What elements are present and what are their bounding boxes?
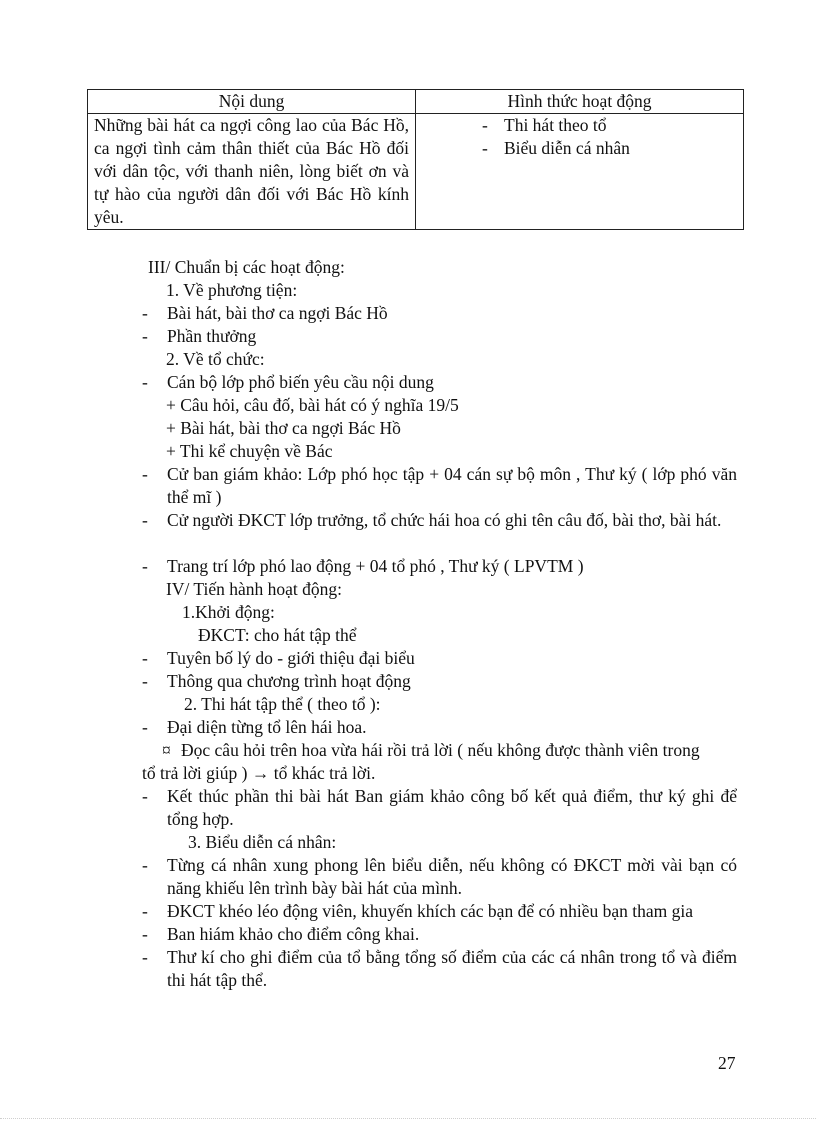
- subsection-heading: 1. Về phương tiện:: [166, 280, 298, 300]
- bullet-dash: -: [142, 464, 148, 484]
- bullet-dash: -: [142, 947, 148, 967]
- activity-table: [87, 89, 744, 230]
- subsection-heading: 3. Biểu diễn cá nhân:: [188, 832, 337, 852]
- form-item-label: Biểu diễn cá nhân: [504, 138, 630, 158]
- subsection-heading: 2. Về tổ chức:: [166, 349, 265, 369]
- table-row: [88, 114, 744, 230]
- bullet-dash: -: [482, 138, 488, 158]
- currency-sign-icon: ¤: [162, 740, 171, 760]
- plus-item: + Câu hỏi, câu đố, bài hát có ý nghĩa 19/5: [166, 395, 459, 415]
- bullet-text: Từng cá nhân xung phong lên biểu diễn, nếu không có ĐKCT mời vài bạn có năng khiếu lên trình bày bài hát của mình.: [167, 855, 737, 898]
- table-cell-content: Những bài hát ca ngợi công lao của Bác Hồ, ca ngợi tình cảm thân thiết của Bác Hồ đối với dân tộc, với thanh niên, lòng biết ơn và tự hào của người dân đối với Bác Hồ kính yêu.: [88, 114, 416, 230]
- section-heading: IV/ Tiến hành hoạt động:: [166, 579, 342, 599]
- subsection-heading: 2. Thi hát tập thể ( theo tổ ):: [184, 694, 381, 714]
- forms-list: [422, 114, 737, 160]
- table-header-content: Nội dung: [88, 90, 416, 114]
- bullet-dash: -: [482, 115, 488, 135]
- subsection-heading: 1.Khởi động:: [182, 602, 275, 622]
- bullet-dash: -: [142, 671, 148, 691]
- bullet-dash: -: [142, 901, 148, 921]
- bullet-dash: -: [142, 326, 148, 346]
- bullet-text: Cử người ĐKCT lớp trưởng, tổ chức hái hoa có ghi tên câu đố, bài thơ, bài hát.: [167, 510, 722, 530]
- bullet-text: Phần thưởng: [167, 326, 257, 346]
- bullet-text: Đại diện từng tổ lên hái hoa.: [167, 717, 367, 737]
- bullet-text: Thư kí cho ghi điểm của tổ bằng tổng số điểm của các cá nhân trong tổ và điểm thi hát tập thể.: [167, 947, 737, 990]
- bullet-text: Thông qua chương trình hoạt động: [167, 671, 411, 691]
- page-number: 27: [718, 1053, 736, 1073]
- bullet-dash: -: [142, 510, 148, 530]
- table-cell-forms: [416, 114, 744, 230]
- bullet-text: Bài hát, bài thơ ca ngợi Bác Hồ: [167, 303, 388, 323]
- bullet-text: Tuyên bố lý do - giới thiệu đại biểu: [167, 648, 415, 668]
- paragraph-line: tổ trả lời giúp ) → tổ khác trả lời.: [142, 763, 376, 783]
- plus-item: + Bài hát, bài thơ ca ngợi Bác Hồ: [166, 418, 401, 438]
- bullet-dash: -: [142, 855, 148, 875]
- bullet-text: Trang trí lớp phó lao động + 04 tổ phó , Thư ký ( LPVTM ): [167, 556, 584, 576]
- bullet-dash: -: [142, 648, 148, 668]
- bullet-text: Ban hiám khảo cho điểm công khai.: [167, 924, 420, 944]
- bullet-text: Cán bộ lớp phổ biến yêu cầu nội dung: [167, 372, 434, 392]
- section-heading: III/ Chuẩn bị các hoạt động:: [148, 257, 345, 277]
- form-item-label: Thi hát theo tổ: [504, 115, 607, 135]
- bullet-dash: -: [142, 372, 148, 392]
- bullet-text: ĐKCT khéo léo động viên, khuyến khích các bạn để có nhiều bạn tham gia: [167, 901, 693, 921]
- bullet-dash: -: [142, 717, 148, 737]
- list-item: [482, 137, 737, 160]
- page-bottom-divider: [0, 1118, 816, 1119]
- paragraph-line: Đọc câu hỏi trên hoa vừa hái rồi trả lời ( nếu không được thành viên trong: [181, 740, 700, 760]
- list-item: [482, 114, 737, 137]
- bullet-dash: -: [142, 786, 148, 806]
- bullet-text: Cử ban giám khảo: Lớp phó học tập + 04 cán sự bộ môn , Thư ký ( lớp phó văn thể mĩ ): [167, 464, 737, 507]
- table-header-row: [88, 90, 744, 114]
- paragraph-line: ĐKCT: cho hát tập thể: [198, 625, 357, 645]
- table-header-form: Hình thức hoạt động: [416, 90, 744, 114]
- bullet-dash: -: [142, 924, 148, 944]
- plus-item: + Thi kể chuyện về Bác: [166, 441, 333, 461]
- bullet-text: Kết thúc phần thi bài hát Ban giám khảo công bố kết quả điểm, thư ký ghi để tổng hợp.: [167, 786, 737, 829]
- bullet-dash: -: [142, 303, 148, 323]
- bullet-dash: -: [142, 556, 148, 576]
